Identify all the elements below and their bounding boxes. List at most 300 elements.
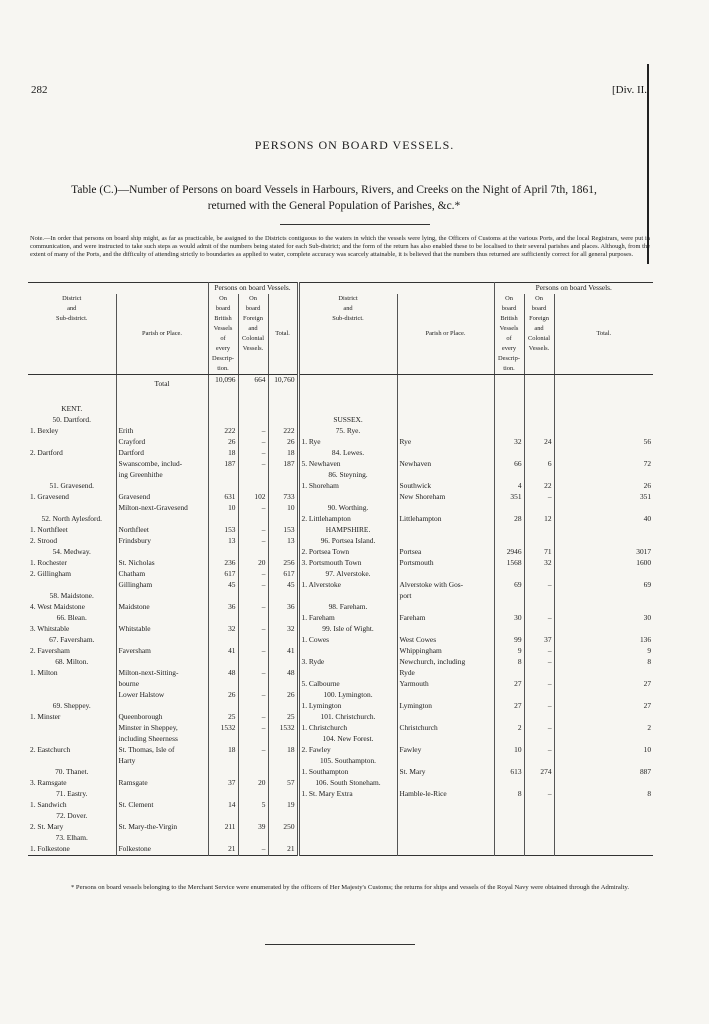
blank-cell [397,375,494,394]
british-header-line: British [214,315,232,322]
total-cell: 18 [268,745,298,756]
district-heading: 84. Lewes. [298,448,397,459]
header-group-label: Persons on board Vessels. [208,283,298,295]
district-heading: 96. Portsea Island. [298,536,397,547]
table-row [28,503,653,514]
total-cell: 69 [554,580,653,591]
total-cell [268,767,298,778]
british-cell: 18 [208,448,238,459]
foreign-cell: – [238,602,268,613]
parish-cell: Minster in Sheppey, [116,723,208,734]
district-heading: 104. New Forest. [298,734,397,745]
table-row [28,635,653,646]
total-cell: 72 [554,459,653,470]
table-row [28,646,653,657]
parish-cell [397,393,494,404]
parish-cell: ing Greenhithe [116,470,208,481]
footnote-rule [265,944,415,945]
foreign-cell: 20 [238,558,268,569]
subdistrict-cell: 1. Sandwich [30,800,67,809]
foreign-cell [524,800,554,811]
total-cell [554,569,653,580]
total-cell [554,822,653,833]
parish-cell [116,635,208,646]
subdistrict-cell: 2. Faversham [30,646,70,655]
british-cell [208,734,238,745]
district-header-line: and [67,305,77,312]
foreign-cell [524,668,554,679]
total-cell: 25 [268,712,298,723]
subdistrict-cell: 3. Whitstable [30,624,70,633]
parish-cell [116,547,208,558]
british-cell [494,734,524,745]
table-row [28,459,653,470]
british-cell [208,547,238,558]
parish-cell: Fareham [397,613,494,624]
subdistrict-cell: 1. Lymington [298,701,397,712]
parish-cell [397,602,494,613]
parish-cell: Fawley [397,745,494,756]
british-cell: 45 [208,580,238,591]
british-cell [494,602,524,613]
parish-cell [397,800,494,811]
table-row [28,624,653,635]
total-cell: 351 [554,492,653,503]
parish-cell: Southwick [397,481,494,492]
foreign-cell [524,503,554,514]
british-cell: 613 [494,767,524,778]
british-cell [208,756,238,767]
total-cell: 48 [268,668,298,679]
total-cell: 887 [554,767,653,778]
foreign-header-line: Foreign [243,315,263,322]
total-cell: 30 [554,613,653,624]
foreign-cell: 22 [524,481,554,492]
table-row [28,734,653,745]
british-header-line: Vessels [213,325,233,332]
parish-header-right: Parish or Place. [397,294,494,375]
foreign-cell [238,679,268,690]
parish-cell: Newhaven [397,459,494,470]
foreign-cell [524,624,554,635]
district-heading: 106. South Stoneham. [298,778,397,789]
district-heading: 51. Gravesend. [49,481,95,490]
parish-cell: West Cowes [397,635,494,646]
british-cell [494,415,524,426]
table-row [28,569,653,580]
page-number: 282 [31,84,48,96]
table-row [28,415,653,426]
header-cell [397,283,494,295]
total-cell [268,613,298,624]
table-row [28,657,653,668]
header-cell [28,283,116,295]
foreign-header-right-line: and [534,325,544,332]
subdistrict-cell [28,756,116,767]
parish-cell [397,448,494,459]
parish-cell [116,415,208,426]
british-header-line: of [220,335,226,342]
british-header-right-line: of [506,335,512,342]
foreign-cell: – [238,580,268,591]
district-heading: 72. Dover. [56,811,88,820]
parish-cell: Swanscombe, includ- [116,459,208,470]
total-cell [554,404,653,415]
table-row [28,745,653,756]
british-cell [494,811,524,822]
subdistrict-cell: 3. Ramsgate [30,778,67,787]
british-cell: 26 [208,437,238,448]
british-header-right-line: every [501,345,517,352]
british-cell: 30 [494,613,524,624]
parish-cell: Queenborough [116,712,208,723]
total-cell: 45 [268,580,298,591]
subdistrict-cell: 1. St. Mary Extra [298,789,397,800]
british-cell [494,393,524,404]
total-cell [554,778,653,789]
subdistrict-cell [28,459,116,470]
district-header-line: Sub-district. [56,315,88,322]
parish-cell: Alverstoke with Gos- [397,580,494,591]
table-row [28,767,653,778]
british-cell [494,756,524,767]
subdistrict-cell [28,580,116,591]
parish-cell [397,624,494,635]
district-heading: 68. Milton. [55,657,89,666]
foreign-cell: – [524,613,554,624]
table-row [28,393,653,404]
british-cell [494,591,524,602]
british-cell [208,679,238,690]
subdistrict-cell: 1. Rochester [30,558,67,567]
table-row [28,514,653,525]
foreign-cell [524,426,554,437]
subdistrict-cell: 1. Rye [298,437,397,448]
subdistrict-cell [298,822,397,833]
british-cell [208,767,238,778]
british-cell: 10 [494,745,524,756]
british-cell [494,833,524,844]
british-cell [208,789,238,800]
british-cell [208,657,238,668]
british-cell [494,778,524,789]
foreign-cell [238,393,268,404]
foreign-cell: 102 [238,492,268,503]
foreign-header [238,294,268,375]
british-cell [494,536,524,547]
foreign-header-right-line: Colonial [528,335,551,342]
parish-cell: Chatham [116,569,208,580]
parish-cell: Northfleet [116,525,208,536]
british-cell: 1568 [494,558,524,569]
total-cell [554,536,653,547]
total-cell [554,734,653,745]
parish-cell: Hamble-le-Rice [397,789,494,800]
subdistrict-cell: 3. Ryde [298,657,397,668]
foreign-cell [524,470,554,481]
subdistrict-cell: 1. Shoreham [298,481,397,492]
foreign-cell [524,811,554,822]
foreign-cell [238,613,268,624]
parish-cell [397,756,494,767]
parish-cell [116,833,208,844]
british-cell [494,800,524,811]
foreign-cell [238,701,268,712]
district-heading: 69. Sheppey. [52,701,91,710]
district-header-line: District [62,295,82,302]
total-cell [554,591,653,602]
district-header-right [298,294,397,375]
district-heading: 71. Eastry. [56,789,88,798]
subdistrict-cell: 1. Alverstoke [298,580,397,591]
vessels-table [28,282,653,858]
parish-cell [397,833,494,844]
british-cell: 48 [208,668,238,679]
total-row [28,375,653,394]
total-cell [268,481,298,492]
foreign-cell [238,470,268,481]
british-cell: 211 [208,822,238,833]
foreign-cell: – [238,437,268,448]
foreign-cell: – [238,459,268,470]
subdistrict-cell: 1. Christchurch [298,723,397,734]
foreign-cell [524,569,554,580]
british-header-right-line: Descrip- [498,355,521,362]
parish-cell: St. Thomas, Isle of [116,745,208,756]
total-cell: 32 [268,624,298,635]
total-cell: 26 [268,437,298,448]
parish-cell: Rye [397,437,494,448]
parish-cell: Dartford [116,448,208,459]
british-cell: 153 [208,525,238,536]
british-cell [494,624,524,635]
foreign-cell [238,767,268,778]
total-cell: 250 [268,822,298,833]
table-row [28,525,653,536]
foreign-cell [524,734,554,745]
foreign-header-line: and [248,325,258,332]
foreign-cell [238,657,268,668]
parish-cell: Milton-next-Sitting- [116,668,208,679]
british-header-line: board [215,305,231,312]
foreign-cell: – [238,844,268,856]
total-cell [554,426,653,437]
subdistrict-cell: 2. Fawley [298,745,397,756]
british-cell: 21 [208,844,238,856]
subdistrict-cell: 2. Dartford [30,448,63,457]
table-row [28,668,653,679]
british-cell: 32 [208,624,238,635]
district-heading: 66. Blean. [56,613,87,622]
british-cell: 18 [208,745,238,756]
district-heading: 50. Dartford. [52,415,91,424]
total-british: 10,096 [208,375,238,394]
subdistrict-cell: 1. Milton [30,668,58,677]
subdistrict-cell: 2. St. Mary [30,822,64,831]
subdistrict-cell: 2. Portsea Town [298,547,397,558]
british-cell: 27 [494,701,524,712]
total-cell [554,800,653,811]
british-cell [208,811,238,822]
total-cell: 10 [554,745,653,756]
parish-cell [397,811,494,822]
british-cell [494,712,524,723]
british-cell [208,701,238,712]
foreign-cell: – [524,646,554,657]
header-row [28,294,653,375]
total-cell [268,404,298,415]
british-cell: 13 [208,536,238,547]
parish-cell: St. Mary [397,767,494,778]
british-cell [208,635,238,646]
total-cell: 8 [554,657,653,668]
british-cell: 1532 [208,723,238,734]
total-header-right: Total. [554,294,653,375]
parish-cell [116,591,208,602]
total-cell: 8 [554,789,653,800]
parish-cell [397,525,494,536]
total-cell: 1532 [268,723,298,734]
total-cell: 56 [554,437,653,448]
parish-cell: Faversham [116,646,208,657]
foreign-cell: 24 [524,437,554,448]
british-cell: 36 [208,602,238,613]
total-cell: 222 [268,426,298,437]
foreign-cell [238,514,268,525]
foreign-cell: – [524,580,554,591]
table-row [28,778,653,789]
parish-cell [397,470,494,481]
foreign-cell: – [238,569,268,580]
total-header: Total. [268,294,298,375]
parish-cell: Gillingham [116,580,208,591]
district-heading: 90. Worthing. [298,503,397,514]
foreign-cell [238,547,268,558]
parish-cell: St. Clement [116,800,208,811]
british-cell [208,470,238,481]
subdistrict-cell: 2. Eastchurch [30,745,71,754]
british-cell: 27 [494,679,524,690]
parish-cell [116,701,208,712]
subdistrict-cell [298,393,397,404]
parish-cell [116,811,208,822]
parish-cell: Littlehampton [397,514,494,525]
foreign-cell [524,393,554,404]
total-cell [268,811,298,822]
header-cell [298,283,397,295]
parish-cell [397,844,494,856]
foreign-cell [238,481,268,492]
total-cell [554,712,653,723]
table-row [28,558,653,569]
foreign-header-right-line: Foreign [529,315,549,322]
british-cell: 32 [494,437,524,448]
british-cell: 2946 [494,547,524,558]
footnote: * Persons on board vessels belonging to the Merchant Service were enumerated by the officers of Her Majesty's Customs; the returns for ships and vessels of the Royal Navy were obtained through the Admiralty. [70,884,630,891]
header-cell [116,283,208,295]
table-row [28,536,653,547]
subtitle-line-1: Table (C.)—Number of Persons on board Vessels in Harbours, Rivers, and Creeks on the Night of April 7th, 1861, [71,184,597,196]
header-group-row [28,283,653,295]
parish-cell [116,393,208,404]
foreign-cell: – [524,723,554,734]
district-heading: 98. Fareham. [298,602,397,613]
district-header-right-line: Sub-district. [332,315,364,322]
district-header [28,294,116,375]
parish-cell: Milton-next-Gravesend [116,503,208,514]
total-cell: 2 [554,723,653,734]
district-heading: 58. Maidstone. [49,591,94,600]
table-row [28,481,653,492]
page-title: PERSONS ON BOARD VESSELS. [254,138,455,152]
subdistrict-cell [28,690,116,701]
total-cell: 41 [268,646,298,657]
subdistrict-cell [298,811,397,822]
british-cell [208,404,238,415]
british-cell [494,690,524,701]
foreign-cell: 6 [524,459,554,470]
british-cell: 2 [494,723,524,734]
foreign-cell [524,591,554,602]
total-cell [268,591,298,602]
parish-cell [397,569,494,580]
blank-cell [494,375,524,394]
foreign-cell: 71 [524,547,554,558]
district-heading: KENT. [61,404,83,413]
total-cell [554,525,653,536]
foreign-header-line: On [249,295,257,302]
total-cell [268,833,298,844]
foreign-cell: – [524,679,554,690]
parish-cell [116,481,208,492]
british-cell [208,514,238,525]
parish-cell [116,613,208,624]
british-header-right-line: board [501,305,517,312]
parish-cell: Christchurch [397,723,494,734]
total-cell: 256 [268,558,298,569]
parish-cell: Lower Halstow [116,690,208,701]
foreign-cell: – [238,690,268,701]
total-cell [268,789,298,800]
parish-cell [397,734,494,745]
table-row [28,437,653,448]
table-row [28,492,653,503]
subdistrict-cell [28,437,116,448]
subtitle-line-2: returned with the General Population of Parishes, &c.* [207,200,461,212]
total-cell [268,470,298,481]
table-row [28,448,653,459]
subdistrict-cell: 5. Calbourne [298,679,397,690]
total-cell: 733 [268,492,298,503]
total-cell: 153 [268,525,298,536]
parish-cell [116,404,208,415]
subdistrict-cell: 3. Portsmouth Town [298,558,397,569]
parish-cell [397,690,494,701]
table-row [28,833,653,844]
british-header-line: On [219,295,227,302]
total-cell [554,668,653,679]
district-heading: 73. Elham. [55,833,88,842]
foreign-header-line: board [245,305,261,312]
british-cell: 37 [208,778,238,789]
subdistrict-cell [28,503,116,514]
header-group-label: Persons on board Vessels. [494,283,653,295]
total-cell: 36 [268,602,298,613]
foreign-cell [238,404,268,415]
total-cell: 27 [554,701,653,712]
total-cell [268,701,298,712]
total-label: Total [116,375,208,394]
